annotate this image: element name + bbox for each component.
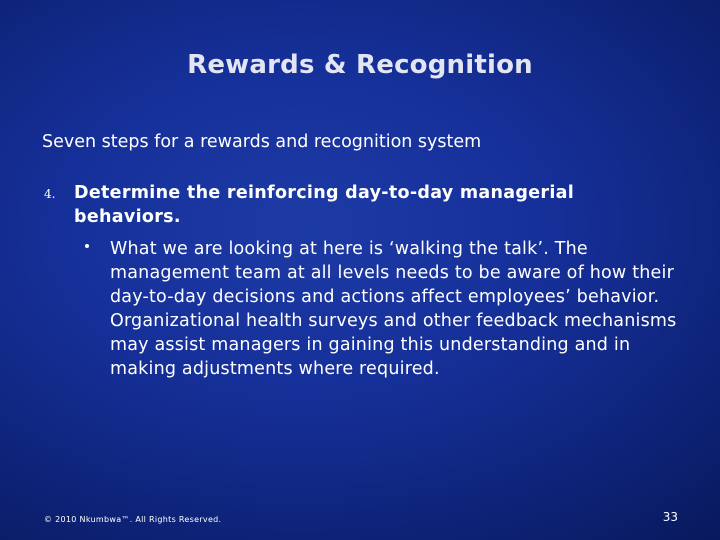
step-number: 4. bbox=[44, 187, 56, 201]
page-number: 33 bbox=[662, 510, 678, 524]
copyright-footer: © 2010 Nkumbwa™. All Rights Reserved. bbox=[44, 515, 222, 524]
slide-title: Rewards & Recognition bbox=[187, 50, 533, 80]
step-heading: Determine the reinforcing day-to-day managerial behaviors. bbox=[74, 183, 575, 227]
slide-subtitle: Seven steps for a rewards and recognition system bbox=[42, 132, 482, 152]
bullet-dot-icon bbox=[85, 244, 89, 248]
bullet-text: What we are looking at here is ‘walking the talk’. The management team at all levels needs to be aware of how their day-to-day decisions and actions affect employees’ behavior. Organizational health surveys and other feedback mechanisms may assist managers in gaining this understanding and in making adjustments where required. bbox=[110, 239, 677, 379]
